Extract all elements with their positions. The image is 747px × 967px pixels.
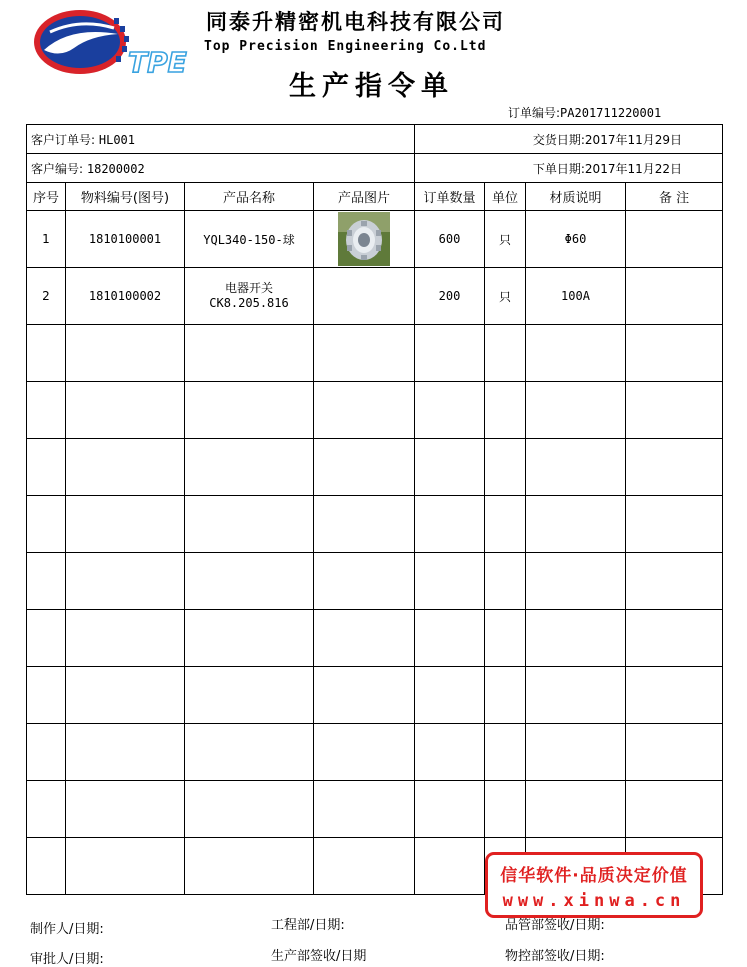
customer-number-value: 18200002 (86, 161, 145, 176)
empty-cell (526, 496, 626, 553)
empty-cell (526, 724, 626, 781)
empty-cell (27, 496, 66, 553)
empty-cell (415, 553, 485, 610)
material-number: 1810100001 (66, 211, 185, 268)
empty-cell (415, 496, 485, 553)
empty-cell (526, 553, 626, 610)
empty-cell (526, 439, 626, 496)
tpe-logo-icon (30, 6, 190, 78)
empty-cell (66, 667, 185, 724)
table-row (27, 553, 723, 610)
delivery-date-cell (415, 125, 723, 154)
empty-cell (415, 667, 485, 724)
product-name-line: 电器开关 (224, 281, 273, 295)
software-watermark (485, 852, 703, 918)
order-date-cell (415, 154, 723, 183)
empty-cell (185, 439, 314, 496)
empty-cell (185, 610, 314, 667)
approver-signature: 审批人/日期: (30, 952, 104, 967)
material-spec: 100A (526, 268, 626, 325)
product-name-line: YQL340-150-球 (203, 232, 295, 247)
qa-signature: 品管部签收/日期: (505, 918, 605, 933)
empty-cell (66, 610, 185, 667)
customer-number-label: 客户编号: (31, 161, 84, 176)
empty-cell (314, 325, 415, 382)
empty-cell (415, 610, 485, 667)
production-order-table (26, 124, 723, 895)
product-name (185, 211, 314, 268)
company-logo (30, 6, 190, 78)
empty-cell (626, 667, 723, 724)
watermark-slogan: 信华软件·品质决定价值 (500, 866, 688, 886)
empty-cell (27, 610, 66, 667)
empty-cell (314, 667, 415, 724)
empty-cell (185, 496, 314, 553)
product-photo-cell (314, 211, 415, 268)
empty-cell (66, 439, 185, 496)
empty-cell (185, 781, 314, 838)
empty-cell (526, 382, 626, 439)
customer-order-value: HL001 (98, 132, 135, 147)
empty-cell (66, 781, 185, 838)
column-header: 材质说明 (526, 183, 626, 211)
empty-cell (626, 610, 723, 667)
empty-cell (314, 838, 415, 895)
production-signature: 生产部签收/日期 (271, 949, 367, 964)
empty-cell (485, 382, 526, 439)
empty-cell (485, 439, 526, 496)
order-number-value: PA201711220001 (560, 106, 662, 120)
table-row (27, 610, 723, 667)
column-header: 序号 (27, 183, 66, 211)
order-date-label: 下单日期: (532, 161, 585, 176)
product-name (185, 268, 314, 325)
table-row (27, 496, 723, 553)
order-number (508, 104, 661, 121)
table-row (27, 724, 723, 781)
column-header: 订单数量 (415, 183, 485, 211)
empty-cell (485, 667, 526, 724)
column-header: 备 注 (626, 183, 723, 211)
unit: 只 (485, 211, 526, 268)
empty-cell (27, 325, 66, 382)
table-row (27, 382, 723, 439)
customer-number-cell (27, 154, 415, 183)
table-row (27, 781, 723, 838)
metal-part-photo-icon (338, 212, 390, 266)
material-spec: Φ60 (526, 211, 626, 268)
empty-cell (485, 781, 526, 838)
watermark-url: www.xinwa.cn (502, 891, 686, 911)
empty-cell (27, 439, 66, 496)
empty-cell (415, 439, 485, 496)
empty-cell (66, 496, 185, 553)
delivery-date-value: 2017年11月29日 (584, 132, 683, 147)
empty-cell (185, 838, 314, 895)
empty-cell (66, 553, 185, 610)
empty-cell (27, 724, 66, 781)
order-quantity: 600 (415, 211, 485, 268)
table-row (27, 667, 723, 724)
empty-cell (526, 325, 626, 382)
empty-cell (185, 325, 314, 382)
material-number: 1810100002 (66, 268, 185, 325)
info-row-2 (27, 154, 723, 183)
table-header-row (27, 183, 723, 211)
empty-cell (27, 781, 66, 838)
company-name-en: Top Precision Engineering Co.Ltd (204, 39, 487, 54)
table-row (27, 268, 723, 325)
empty-cell (626, 439, 723, 496)
empty-cell (626, 781, 723, 838)
empty-cell (485, 553, 526, 610)
product-name-line: CK8.205.816 (209, 296, 289, 310)
empty-cell (314, 496, 415, 553)
empty-cell (66, 838, 185, 895)
table-row (27, 439, 723, 496)
empty-cell (314, 382, 415, 439)
column-header: 单位 (485, 183, 526, 211)
info-row-1 (27, 125, 723, 154)
customer-order-label: 客户订单号: (31, 132, 96, 147)
empty-cell (626, 382, 723, 439)
empty-cell (27, 838, 66, 895)
empty-cell (415, 325, 485, 382)
empty-cell (526, 610, 626, 667)
customer-order-cell (27, 125, 415, 154)
table-row (27, 211, 723, 268)
empty-cell (415, 382, 485, 439)
remark (626, 211, 723, 268)
column-header: 产品图片 (314, 183, 415, 211)
empty-cell (415, 781, 485, 838)
unit: 只 (485, 268, 526, 325)
order-number-label: 订单编号: (508, 106, 561, 120)
empty-cell (185, 724, 314, 781)
column-header: 物料编号(图号) (66, 183, 185, 211)
empty-cell (314, 781, 415, 838)
empty-cell (27, 667, 66, 724)
empty-cell (185, 382, 314, 439)
row-number: 1 (27, 211, 66, 268)
empty-cell (185, 553, 314, 610)
delivery-date-label: 交货日期: (532, 132, 585, 147)
empty-cell (526, 781, 626, 838)
empty-cell (314, 439, 415, 496)
empty-cell (626, 325, 723, 382)
empty-cell (27, 382, 66, 439)
empty-cell (485, 610, 526, 667)
table-row (27, 325, 723, 382)
company-name-cn: 同泰升精密机电科技有限公司 (206, 9, 505, 34)
empty-cell (526, 667, 626, 724)
empty-cell (66, 325, 185, 382)
maker-signature: 制作人/日期: (30, 922, 104, 937)
empty-cell (626, 553, 723, 610)
empty-cell (66, 724, 185, 781)
order-quantity: 200 (415, 268, 485, 325)
empty-cell (27, 553, 66, 610)
material-control-signature: 物控部签收/日期: (505, 949, 605, 964)
order-date-value: 2017年11月22日 (584, 161, 683, 176)
product-photo-cell (314, 268, 415, 325)
empty-cell (66, 382, 185, 439)
engineering-signature: 工程部/日期: (271, 918, 345, 933)
empty-cell (415, 838, 485, 895)
empty-cell (626, 496, 723, 553)
empty-cell (485, 724, 526, 781)
empty-cell (415, 724, 485, 781)
column-header: 产品名称 (185, 183, 314, 211)
empty-cell (185, 667, 314, 724)
empty-cell (485, 325, 526, 382)
document-title: 生产指令单 (289, 71, 454, 102)
empty-cell (626, 724, 723, 781)
remark (626, 268, 723, 325)
empty-cell (314, 553, 415, 610)
logo-text: TPE (128, 46, 187, 78)
empty-cell (314, 610, 415, 667)
empty-cell (485, 496, 526, 553)
empty-cell (314, 724, 415, 781)
row-number: 2 (27, 268, 66, 325)
